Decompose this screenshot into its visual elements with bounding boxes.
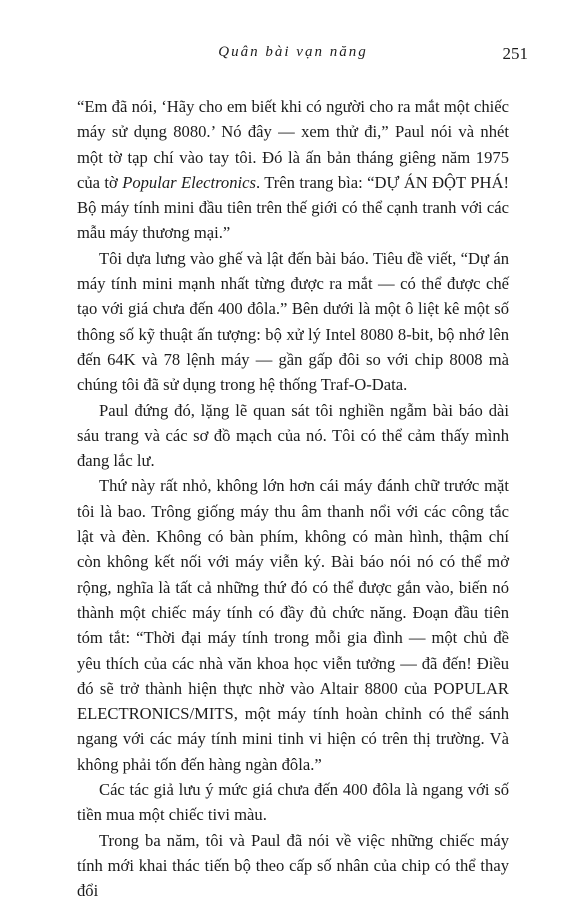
magazine-title: Popular Electronics (122, 172, 256, 192)
paragraph-text: . Trên trang bìa: “DỰ ÁN ĐỘT PHÁ! Bộ máy tính mini đầu tiên trên thế giới có thể cạnh tranh với các mẫu máy thương mại.” (77, 172, 509, 243)
body-text (77, 94, 509, 904)
paragraph (77, 246, 509, 398)
paragraph (77, 828, 509, 904)
running-header (0, 44, 586, 68)
page-number: 251 (502, 44, 528, 63)
paragraph (77, 398, 509, 474)
paragraph-text: Thứ này rất nhỏ, không lớn hơn cái máy đánh chữ trước mặt tôi là bao. Trông giống máy thu âm thanh nổi với các công tắc lật và đèn. Không có bàn phím, không có màn hình, thậm chí còn không kết nối với máy viễn ký. Bài báo nói nó có thể mở rộng, nghĩa là tất cả những thứ đó có thể được gắn vào, biến nó thành một chiếc máy tính có đầy đủ chức năng. Đoạn đầu tiên tóm tắt: “Thời đại máy tính trong mỗi gia đình — một chủ đề yêu thích của các nhà văn khoa học viễn tưởng — đã đến! Điều đó sẽ trở thành hiện thực nhờ vào Altair 8800 của POPULAR ELECTRONICS/MITS, một máy tính hoàn chỉnh có thể sánh ngang với các máy tính mini tinh vi hiện có trên thị trường. Và không phải tốn đến hàng ngàn đôla.” (77, 476, 509, 774)
paragraph (77, 94, 509, 246)
paragraph-text: Tôi dựa lưng vào ghế và lật đến bài báo. Tiêu đề viết, “Dự án máy tính mini mạnh nhất từng được ra mắt — có thể được chế tạo với giá chưa đến 400 đôla.” Bên dưới là một ô liệt kê một số thông số kỹ thuật ấn tượng: bộ xử lý Intel 8080 8-bit, bộ nhớ lên đến 64K và 78 lệnh máy — gần gấp đôi so với chip 8008 mà chúng tôi đã sử dụng trong hệ thống Traf-O-Data. (77, 248, 509, 395)
paragraph-text: Các tác giả lưu ý mức giá chưa đến 400 đôla là ngang với số tiền mua một chiếc tivi màu. (77, 780, 509, 825)
paragraph (77, 473, 509, 777)
running-title: Quân bài vạn năng (218, 44, 368, 60)
paragraph-text: Paul đứng đó, lặng lẽ quan sát tôi nghiền ngẫm bài báo dài sáu trang và các sơ đồ mạch của nó. Tôi có thể cảm thấy mình đang lắc lư. (77, 400, 509, 471)
paragraph-text: Trong ba năm, tôi và Paul đã nói về việc những chiếc máy tính mới khai thác tiến bộ theo cấp số nhân của chip có thể thay đổi (77, 830, 509, 901)
paragraph (77, 777, 509, 828)
paragraph-text: “Em đã nói, ‘Hãy cho em biết khi có người cho ra mắt một chiếc máy sử dụng 8080.’ Nó đây — xem thử đi,” Paul nói và nhét một tờ tạp chí vào tay tôi. Đó là ấn bản tháng giêng năm 1975 của tờ (77, 97, 509, 192)
